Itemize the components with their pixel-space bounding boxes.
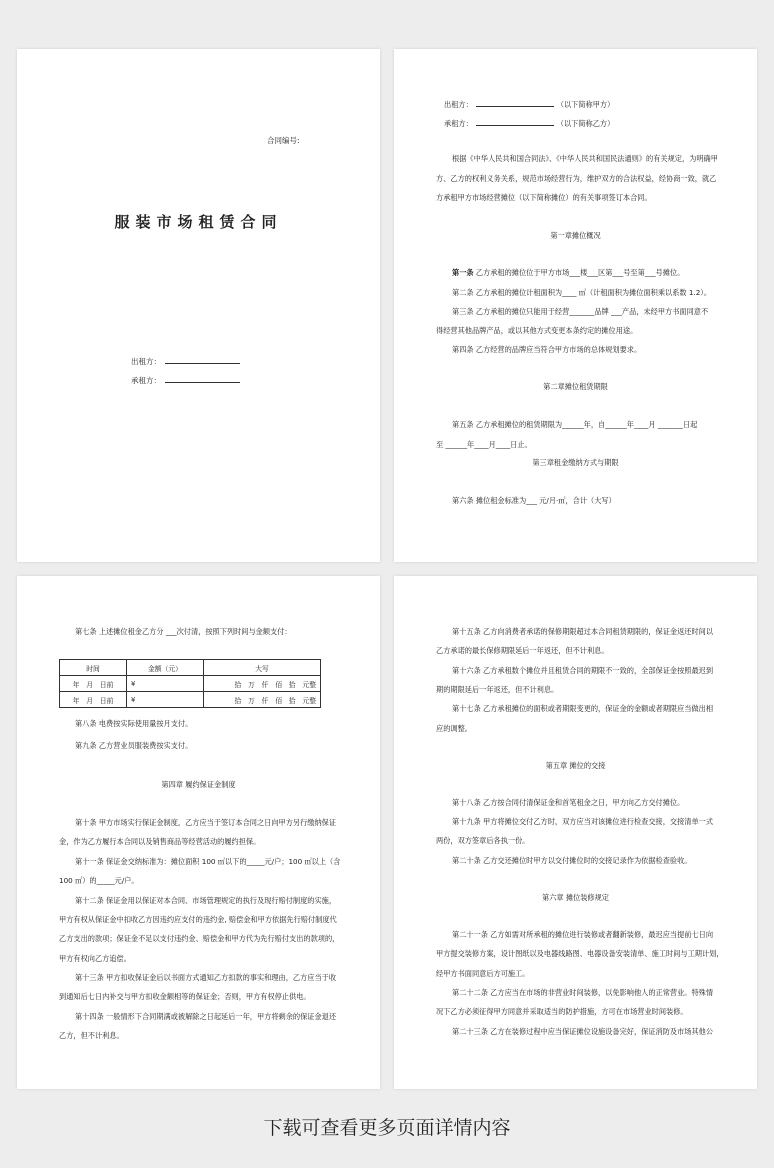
article-5: 第五条 乙方承租摊位的租赁期限为______年，自______年____月 _______日起 (452, 420, 698, 429)
lessee-label: 承租方： (131, 376, 161, 385)
body-line: 100 ㎡）的_____元/户。 (59, 876, 139, 885)
lessor-label: 出租方： (444, 100, 473, 109)
table-header-cell: 大写 (204, 660, 321, 676)
body-line: 两份，双方签章后各执一份。 (436, 836, 530, 845)
payment-table (59, 659, 321, 708)
document-page-3 (17, 576, 380, 1089)
body-line: 乙方支出的款项；保证金不足以支付违约金、赔偿金和甲方代为先行赔付支出的款项的， (59, 934, 340, 943)
article-1-label: 第一条 (452, 268, 474, 277)
body-line: 乙方承诺的最长保修期限延后一年返还，但不计利息。 (436, 646, 609, 655)
body-line: 第十七条 乙方承租摊位的面积或者期限变更的，保证金的金额或者期限应当做出相 (452, 704, 714, 713)
lessor-label: 出租方： (131, 357, 161, 366)
body-line: 金，作为乙方履行本合同以及销售商品等经营活动的履约担保。 (59, 837, 261, 846)
document-page-cover (17, 49, 380, 562)
table-header-row (60, 660, 321, 676)
table-row (60, 676, 321, 692)
table-cell: 拾 万 仟 佰 拾 元整 (204, 692, 321, 708)
body-line: 经甲方书面同意后方可施工。 (436, 969, 530, 978)
body-line: 第二十三条 乙方在装修过程中应当保证摊位设施设备完好，保证消防及市场其他公 (452, 1027, 714, 1036)
chapter-heading: 第二章摊位租赁期限 (543, 382, 608, 391)
article-9: 第九条 乙方营业员服装费按实支付。 (75, 741, 193, 750)
article-5-cont: 至 ______年____月____日止。 (436, 440, 532, 449)
lessee-blank (165, 373, 240, 383)
lessee-suffix: （以下简称乙方） (556, 119, 615, 128)
body-line: 第十条 甲方市场实行保证金制度，乙方应当于签订本合同之日向甲方另行缴纳保证 (75, 818, 337, 827)
body-line: 甲方有权向乙方追偿。 (59, 954, 131, 963)
download-caption: 下载可查看更多页面详情内容 (263, 1117, 511, 1139)
article-6: 第六条 摊位租金标准为___ 元/月·㎡，合计（大写） (452, 496, 616, 505)
body-line: 第二十条 乙方交还摊位时甲方以交付摊位时的交接记录作为依据检查验收。 (452, 856, 692, 865)
lessor-blank (165, 354, 240, 364)
article-3: 第三条 乙方承租的摊位只能用于经营_______品牌 ___产品，未经甲方书面同意不 (452, 307, 709, 316)
body-line: 第十六条 乙方承租数个摊位并且租赁合同的期限不一致的，全部保证金按照最迟到 (452, 666, 714, 675)
chapter-heading: 第六章 摊位装修规定 (542, 893, 609, 902)
table-cell: 年 月 日前 (60, 676, 127, 692)
chapter-heading: 第五章 摊位的交接 (545, 761, 606, 770)
lessee-label: 承租方： (444, 119, 473, 128)
body-line: 第十一条 保证金交纳标准为：摊位面积 100 ㎡以下的_____元/户；100 ㎡以上（含 (75, 857, 341, 866)
body-line: 第十五条 乙方向消费者承诺的保修期限超过本合同租赁期限的，保证金返还时间以 (452, 627, 714, 636)
article-7: 第七条 上述摊位租金乙方分 ___次付清，按照下列时间与金额支付： (75, 627, 292, 636)
article-4: 第四条 乙方经营的品牌应当符合甲方市场的总体规划要求。 (452, 345, 642, 354)
intro-line: 方、乙方的权利义务关系，规范市场经营行为，维护双方的合法权益，经协商一致，就乙 (436, 174, 717, 183)
table-header-cell: 金额（元） (127, 660, 204, 676)
article-8: 第八条 电费按实际使用量按月支付。 (75, 719, 193, 728)
body-line: 应的调整。 (436, 724, 472, 733)
chapter-heading: 第三章租金缴纳方式与期限 (532, 458, 619, 467)
lessor-line (131, 354, 240, 367)
body-line: 甲方有权从保证金中扣收乙方因违约应支付的违约金, 赔偿金和甲方依据先行赔付制度代 (59, 915, 337, 924)
lessor-blank (476, 97, 554, 107)
body-line: 第二十二条 乙方应当在市场的非营业时间装修，以免影响他人的正常营业。特殊情 (452, 988, 714, 997)
body-line: 第十四条 一般情形下合同期满或被解除之日起延后一年，甲方将剩余的保证金退还 (75, 1012, 337, 1021)
article-2: 第二条 乙方承租的摊位计租面积为____ ㎡（计租面积为摊位面积乘以系数 1.2）。 (452, 288, 712, 297)
table-header-cell: 时间 (60, 660, 127, 676)
intro-line: 根据《中华人民共和国合同法》、《中华人民共和国民法通则》的有关规定，为明确甲 (452, 154, 718, 163)
chapter-heading: 第一章摊位概况 (550, 231, 601, 240)
lessee-blank (476, 116, 554, 126)
body-line: 甲方提交装修方案，设计图纸以及电器线路图、电器设备安装清单、施工时间与工期计划， (436, 949, 724, 958)
contract-number-label: 合同编号: (267, 136, 300, 145)
chapter-heading: 第四章 履约保证金制度 (161, 780, 236, 789)
body-line: 第十二条 保证金用以保证对本合同、市场管理规定的执行及现行赔付制度的实施， (75, 896, 337, 905)
body-line: 第二十一条 乙方如需对所承租的摊位进行装修或者翻新装修，最迟应当提前七日向 (452, 930, 714, 939)
lessee-line (131, 373, 240, 386)
body-line: 况下乙方必须征得甲方同意并采取适当的防护措施，方可在市场营业时间装修。 (436, 1007, 688, 1016)
article-1-text: 乙方承租的摊位位于甲方市场___楼___区第___号至第___号摊位。 (473, 268, 685, 277)
lessee-line (444, 116, 614, 129)
lessor-line (444, 97, 614, 110)
table-cell: 拾 万 仟 佰 拾 元整 (204, 676, 321, 692)
article-1 (452, 267, 684, 278)
body-line: 第十三条 甲方扣收保证金后以书面方式通知乙方扣款的事实和理由，乙方应当于收 (75, 973, 337, 982)
body-line: 第十八条 乙方按合同付清保证金和首笔租金之日，甲方向乙方交付摊位。 (452, 798, 685, 807)
document-title: 服装市场租赁合同 (114, 213, 283, 231)
body-line: 期的期限延后一年返还，但不计利息。 (436, 685, 559, 694)
body-line: 到通知后七日内补交与甲方扣收金额相等的保证金；否则，甲方有权停止供电。 (59, 992, 311, 1001)
body-line: 乙方，但不计利息。 (59, 1031, 124, 1040)
lessor-suffix: （以下简称甲方） (556, 100, 615, 109)
body-line: 第十九条 甲方将摊位交付乙方时，双方应当对该摊位进行检查交接，交接清单一式 (452, 817, 714, 826)
document-page-2 (394, 49, 757, 562)
table-cell: 年 月 日前 (60, 692, 127, 708)
article-3-cont: 得经营其他品牌产品，或以其他方式变更本条约定的摊位用途。 (436, 326, 638, 335)
table-cell: ¥ (127, 692, 204, 708)
table-cell: ¥ (127, 676, 204, 692)
document-page-4 (394, 576, 757, 1089)
intro-line: 方承租甲方市场经营摊位（以下简称摊位）的有关事项签订本合同。 (436, 193, 652, 202)
table-row (60, 692, 321, 708)
